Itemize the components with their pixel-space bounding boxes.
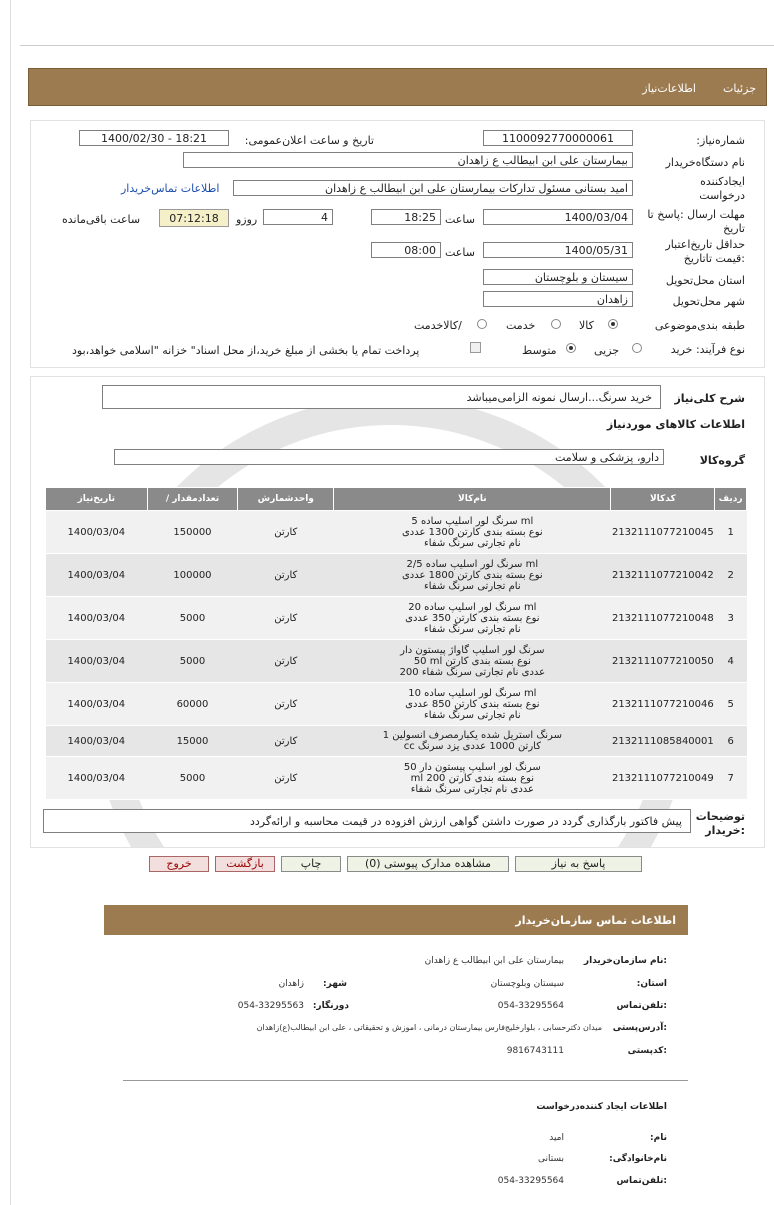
buyer-notes-value: پیش فاکتور بارگذاری گردد در صورت داشتن گواهی ارزش افزوده در قیمت محاسبه و ارائه‌گردد [249, 815, 682, 828]
process-medium-label: متوسط [522, 344, 557, 357]
announce-date-label: تاریخ و ساعت اعلان‌عمومی: [244, 134, 374, 147]
need-number-field: 1100092770000061 [483, 130, 633, 146]
cell-unit: کارتن [238, 597, 334, 640]
city-label: شهر محل‌تحویل [672, 295, 745, 308]
reply-time-field: 18:25 [371, 209, 441, 225]
buyer-notes-box [43, 809, 691, 833]
cell-item-code: 2132111077210046 [611, 683, 715, 726]
remaining-time-field: 07:12:18 [159, 209, 229, 227]
table-row [46, 554, 747, 597]
contact-postal-label: کدپستی: [627, 1046, 667, 1056]
table-row [46, 640, 747, 683]
creator-label-1: ایجادکننده [700, 175, 745, 188]
contact-phone-value: 054-33295564 [497, 1001, 564, 1011]
page-top-divider [20, 45, 774, 46]
contact-city-label: :شهر [323, 979, 347, 989]
price-valid-time-field: 08:00 [371, 242, 441, 258]
reply-date-field: 1400/03/04 [483, 209, 633, 225]
cell-unit: کارتن [238, 511, 334, 554]
process-medium-radio[interactable] [566, 343, 576, 353]
cell-need-date: 1400/03/04 [46, 683, 148, 726]
buyer-org-field: بیمارستان علی ابن ابیطالب ع زاهدان [183, 152, 633, 168]
cell-item-name: سرنگ لور اسلیپ پیستون دار 50 ml نوع بسته بندی کارتن 200 عددی نام تجارتی سرنگ شفاء [334, 757, 611, 800]
contact-fax-label: :دورنگار [312, 1001, 349, 1011]
category-service-radio[interactable] [551, 319, 561, 329]
cell-need-date: 1400/03/04 [46, 597, 148, 640]
cell-row-index: 3 [715, 597, 747, 640]
reply-time-label: ساعت [445, 213, 475, 226]
cell-item-name: سرنگ لور اسلیپ ساده 10 ml نوع بسته بندی کارتن 850 عددی نام تجارتی سرنگ شفاء [334, 683, 611, 726]
cell-item-name: سرنگ لور اسلیپ ساده 20 ml نوع بسته بندی کارتن 350 عددی نام تجارتی سرنگ شفاء [334, 597, 611, 640]
cell-need-date: 1400/03/04 [46, 757, 148, 800]
need-number-label: شماره‌نیاز: [696, 134, 745, 147]
cell-unit: کارتن [238, 726, 334, 757]
creator-label-2: درخواست [699, 189, 745, 202]
col-item-name: نام‌کالا [334, 488, 611, 511]
details-header-bar [28, 68, 767, 106]
cell-item-name: سرنگ لور اسلیپ گاواژ پیستون دار 50 ml نوع بسته بندی کارتن 200 عددی نام تجارتی سرنگ شفاء [334, 640, 611, 683]
cell-quantity: 15000 [147, 726, 238, 757]
price-valid-time-label: ساعت [445, 246, 475, 259]
org-name-value: بیمارستان علی ابن ابیطالب ع زاهدان [424, 956, 564, 966]
cell-item-code: 2132111077210049 [611, 757, 715, 800]
buyer-contact-header [104, 905, 688, 935]
price-valid-date-field: 1400/05/31 [483, 242, 633, 258]
col-quantity: / تعدادمقدار [147, 488, 238, 511]
cell-quantity: 150000 [147, 511, 238, 554]
cell-item-code: 2132111077210042 [611, 554, 715, 597]
goods-table [45, 487, 747, 800]
cell-need-date: 1400/03/04 [46, 511, 148, 554]
reply-to-need-button[interactable]: پاسخ به نیاز [515, 856, 642, 872]
price-valid-label-1: حداقل تاریخ‌اعتبار [665, 238, 745, 251]
cell-row-index: 4 [715, 640, 747, 683]
buyer-notes-label-1: توضیحات [695, 810, 745, 823]
treasury-payment-note: پرداخت تمام یا بخشی از مبلغ خرید،از محل اسناد" خزانه "اسلامی خواهد،بود [72, 344, 420, 357]
days-label: روزو [236, 213, 258, 226]
reply-deadline-label-1: مهلت ارسال :پاسخ تا [647, 208, 745, 221]
cell-item-name: سرنگ لور اسلیپ ساده 2/5 ml نوع بسته بندی کارتن 1800 عددی نام تجارتی سرنگ شفاء [334, 554, 611, 597]
page-left-border [10, 0, 11, 1205]
cell-row-index: 1 [715, 511, 747, 554]
cell-quantity: 5000 [147, 640, 238, 683]
category-label: طبقه بندی‌موضوعی [654, 319, 745, 332]
contact-province-label: :استان [636, 979, 667, 989]
contact-province-value: سیستان وبلوچستان [490, 979, 564, 989]
contact-postal-value: 9816743111 [506, 1046, 564, 1056]
cell-unit: کارتن [238, 554, 334, 597]
creator-name-label: :نام [650, 1133, 667, 1143]
creator-name-value: امید [549, 1133, 564, 1143]
cell-item-name: سرنگ لور اسلیپ ساده 5 ml نوع بسته بندی کارتن 1300 عددی نام تجارتی سرنگ شفاء [334, 511, 611, 554]
buyer-contact-title: اطلاعات تماس سازمان‌خریدار [515, 914, 676, 927]
cell-quantity: 5000 [147, 597, 238, 640]
price-valid-label-2: :قیمت تا‌تاریخ [683, 252, 745, 265]
col-item-code: کدکالا [611, 488, 715, 511]
contact-fax-value: 054-33295563 [237, 1001, 304, 1011]
need-description-value: خرید سرنگ...ارسال نمونه الزامی‌میباشد [466, 391, 652, 404]
days-field: 4 [263, 209, 333, 225]
goods-info-title: اطلاعات کالاهای موردنیاز [606, 418, 745, 431]
buyer-org-label: نام دستگاه‌خریدار [665, 156, 745, 169]
category-both-radio[interactable] [477, 319, 487, 329]
process-type-label: نوع فرآیند: خرید [670, 343, 745, 356]
cell-item-name: سرنگ استریل شده یکبارمصرف انسولین 1 cc کارتن 1000 عددی یزد سرنگ [334, 726, 611, 757]
table-row [46, 757, 747, 800]
cell-item-code: 2132111077210050 [611, 640, 715, 683]
cell-item-code: 2132111077210048 [611, 597, 715, 640]
contact-phone-label: تلفن‌تماس: [616, 1001, 667, 1011]
city-field: زاهدان [483, 291, 633, 307]
org-name-label: نام سازمان‌خریدار: [583, 956, 667, 966]
province-field: سیستان و بلوچستان [483, 269, 633, 285]
creator-info-title: اطلاعات ایجاد کننده‌درخواست [536, 1102, 667, 1112]
table-row [46, 511, 747, 554]
process-partial-radio[interactable] [632, 343, 642, 353]
announce-date-field: 1400/02/30 - 18:21 [79, 130, 229, 146]
cell-need-date: 1400/03/04 [46, 554, 148, 597]
contact-address-label: آدرس‌پستی: [612, 1023, 667, 1033]
process-partial-label: جزیی [594, 344, 620, 357]
cell-quantity: 5000 [147, 757, 238, 800]
exit-button[interactable]: خروج [149, 856, 209, 872]
province-label: استان محل‌تحویل [665, 274, 745, 287]
category-goods-radio[interactable] [608, 319, 618, 329]
table-row [46, 726, 747, 757]
cell-row-index: 2 [715, 554, 747, 597]
col-unit: واحدشمارش [238, 488, 334, 511]
treasury-payment-checkbox[interactable] [470, 342, 481, 353]
contact-divider [123, 1080, 688, 1081]
tab-details[interactable]: جزئیات [723, 82, 756, 95]
creator-phone-label: تلفن‌تماس: [616, 1176, 667, 1186]
goods-group-field: دارو، پزشکی و سلامت [114, 449, 664, 465]
print-button[interactable]: چاپ [281, 856, 341, 872]
view-attachments-button[interactable]: مشاهده مدارک پیوستی (0) [347, 856, 509, 872]
cell-need-date: 1400/03/04 [46, 640, 148, 683]
cell-quantity: 100000 [147, 554, 238, 597]
creator-phone-value: 054-33295564 [497, 1176, 564, 1186]
category-both-label: /کالاخدمت [414, 319, 462, 332]
goods-group-label: گروه‌کالا [699, 454, 745, 467]
remaining-time-label: ساعت باقی‌مانده [62, 213, 141, 226]
table-row [46, 597, 747, 640]
cell-unit: کارتن [238, 683, 334, 726]
contact-city-value: زاهدان [278, 979, 304, 989]
cell-unit: کارتن [238, 640, 334, 683]
cell-row-index: 5 [715, 683, 747, 726]
cell-unit: کارتن [238, 757, 334, 800]
col-need-date: تاریخ‌نیاز [46, 488, 148, 511]
need-description-box [102, 385, 661, 409]
creator-family-value: بستانی [538, 1154, 564, 1164]
cell-item-code: 2132111085840001 [611, 726, 715, 757]
creator-family-label: :نام‌خانوادگی [609, 1154, 667, 1164]
buyer-notes-label-2: :خریدار [705, 824, 745, 837]
table-row [46, 683, 747, 726]
back-button[interactable]: بازگشت [215, 856, 275, 872]
category-service-label: خدمت [506, 319, 536, 332]
contact-address-value: میدان دکترحسابی ، بلوارخلیج‌فارس بیمارستان درمانی ، اموزش و تحقیقاتی ، علی ابن ابیطالب(ع)زاهدان [256, 1023, 602, 1032]
cell-row-index: 7 [715, 757, 747, 800]
cell-item-code: 2132111077210045 [611, 511, 715, 554]
tab-need-info[interactable]: اطلاعات‌نیاز [642, 82, 696, 95]
cell-need-date: 1400/03/04 [46, 726, 148, 757]
cell-row-index: 6 [715, 726, 747, 757]
buyer-contact-link[interactable]: اطلاعات تماس‌خریدار [121, 182, 220, 195]
category-goods-label: کالا [579, 319, 594, 332]
reply-deadline-label-2: تاریخ [723, 222, 745, 235]
cell-quantity: 60000 [147, 683, 238, 726]
creator-field: امید بستانی مسئول تدارکات بیمارستان علی ابن ابیطالب ع زاهدان [233, 180, 633, 196]
need-description-label: شرح کلی‌نیاز [674, 392, 745, 405]
col-row-index: ردیف [715, 488, 747, 511]
